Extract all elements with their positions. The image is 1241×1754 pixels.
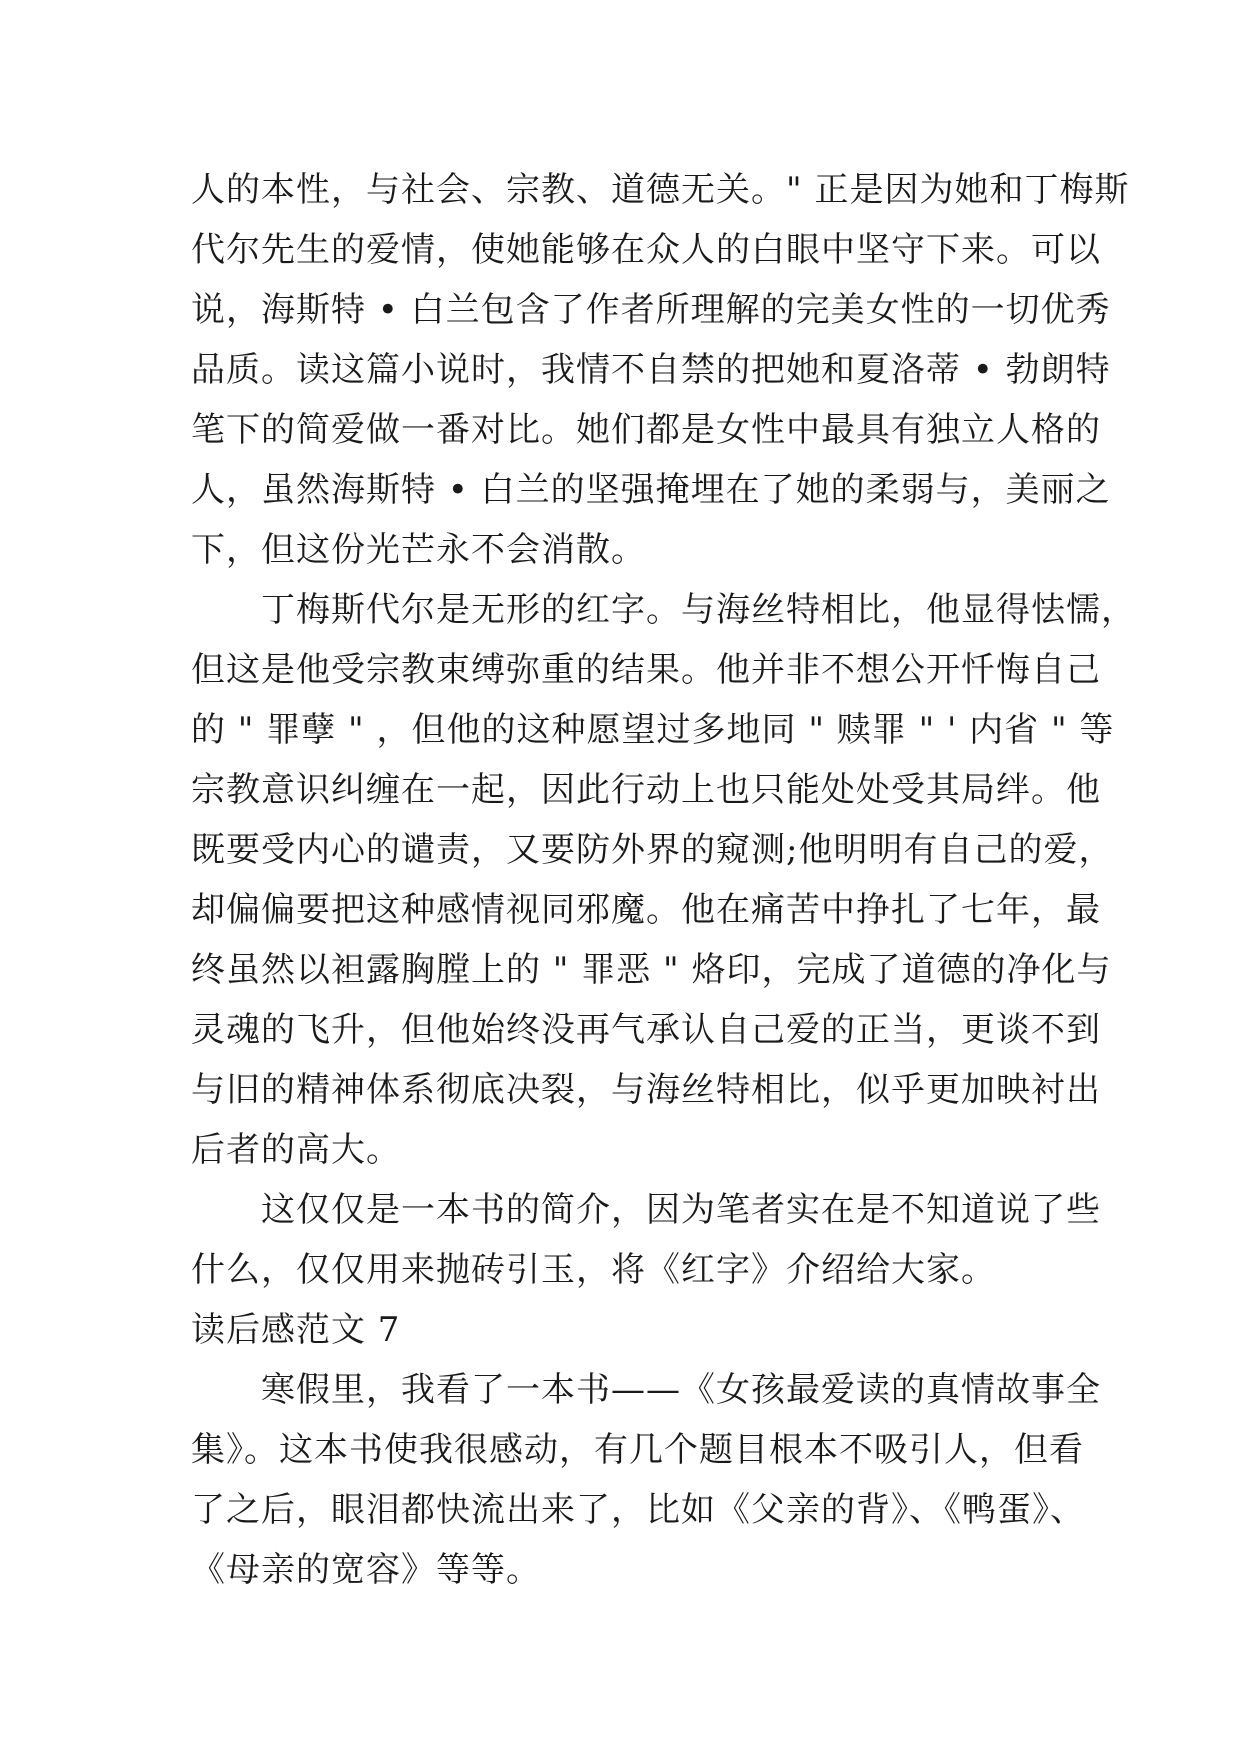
text-line: 与旧的精神体系彻底决裂，与海丝特相比，似乎更加映衬出 <box>191 1070 1101 1110</box>
text-line: 集》。这本书使我很感动，有几个题目根本不吸引人，但看 <box>191 1430 1084 1470</box>
text-line: 人，虽然海斯特 • 白兰的坚强掩埋在了她的柔弱与，美丽之 <box>191 470 1111 510</box>
text-line: 什么，仅仅用来抛砖引玉，将《红字》介绍给大家。 <box>191 1250 996 1290</box>
paragraph-2 <box>191 580 1136 1180</box>
paragraph-4 <box>191 1360 1101 1600</box>
section-heading: 读后感范文 7 <box>191 1310 401 1350</box>
paragraph-3 <box>191 1180 1101 1300</box>
text-line: 寒假里，我看了一本书——《女孩最爱读的真情故事全 <box>261 1370 1101 1410</box>
text-line: 品质。读这篇小说时，我情不自禁的把她和夏洛蒂 • 勃朗特 <box>191 350 1111 390</box>
text-line: 这仅仅是一本书的简介，因为笔者实在是不知道说了些 <box>261 1190 1101 1230</box>
text-line: 了之后，眼泪都快流出来了，比如《父亲的背》、《鸭蛋》、 <box>191 1490 1085 1530</box>
text-line: 丁梅斯代尔是无形的红字。与海丝特相比，他显得怯懦， <box>261 590 1136 630</box>
text-line: 说，海斯特 • 白兰包含了作者所理解的完美女性的一切优秀 <box>191 290 1111 330</box>
text-line: 宗教意识纠缠在一起，因此行动上也只能处处受其局绊。他 <box>191 770 1101 810</box>
text-line: 却偏偏要把这种感情视同邪魔。他在痛苦中挣扎了七年，最 <box>191 890 1101 930</box>
text-line: 后者的高大。 <box>191 1130 401 1170</box>
text-line: 但这是他受宗教束缚弥重的结果。他并非不想公开忏悔自己 <box>191 650 1101 690</box>
text-line: 人的本性，与社会、宗教、道德无关。" 正是因为她和丁梅斯 <box>191 170 1130 210</box>
document-body <box>191 160 1136 1600</box>
text-line: 终虽然以袒露胸膛上的 " 罪恶 " 烙印，完成了道德的净化与 <box>191 950 1112 990</box>
text-line: 代尔先生的爱情，使她能够在众人的白眼中坚守下来。可以 <box>191 230 1101 270</box>
text-line: 的 " 罪孽 " ，但他的这种愿望过多地同 " 赎罪 " ' 内省 " 等 <box>191 710 1115 750</box>
text-line: 笔下的简爱做一番对比。她们都是女性中最具有独立人格的 <box>191 410 1101 450</box>
text-line: 既要受内心的谴责，又要防外界的窥测;他明明有自己的爱， <box>191 830 1114 870</box>
text-line: 灵魂的飞升，但他始终没再气承认自己爱的正当，更谈不到 <box>191 1010 1101 1050</box>
text-line: 《母亲的宽容》等等。 <box>191 1550 541 1590</box>
text-line: 下，但这份光芒永不会消散。 <box>191 530 646 570</box>
paragraph-1 <box>191 160 1130 580</box>
